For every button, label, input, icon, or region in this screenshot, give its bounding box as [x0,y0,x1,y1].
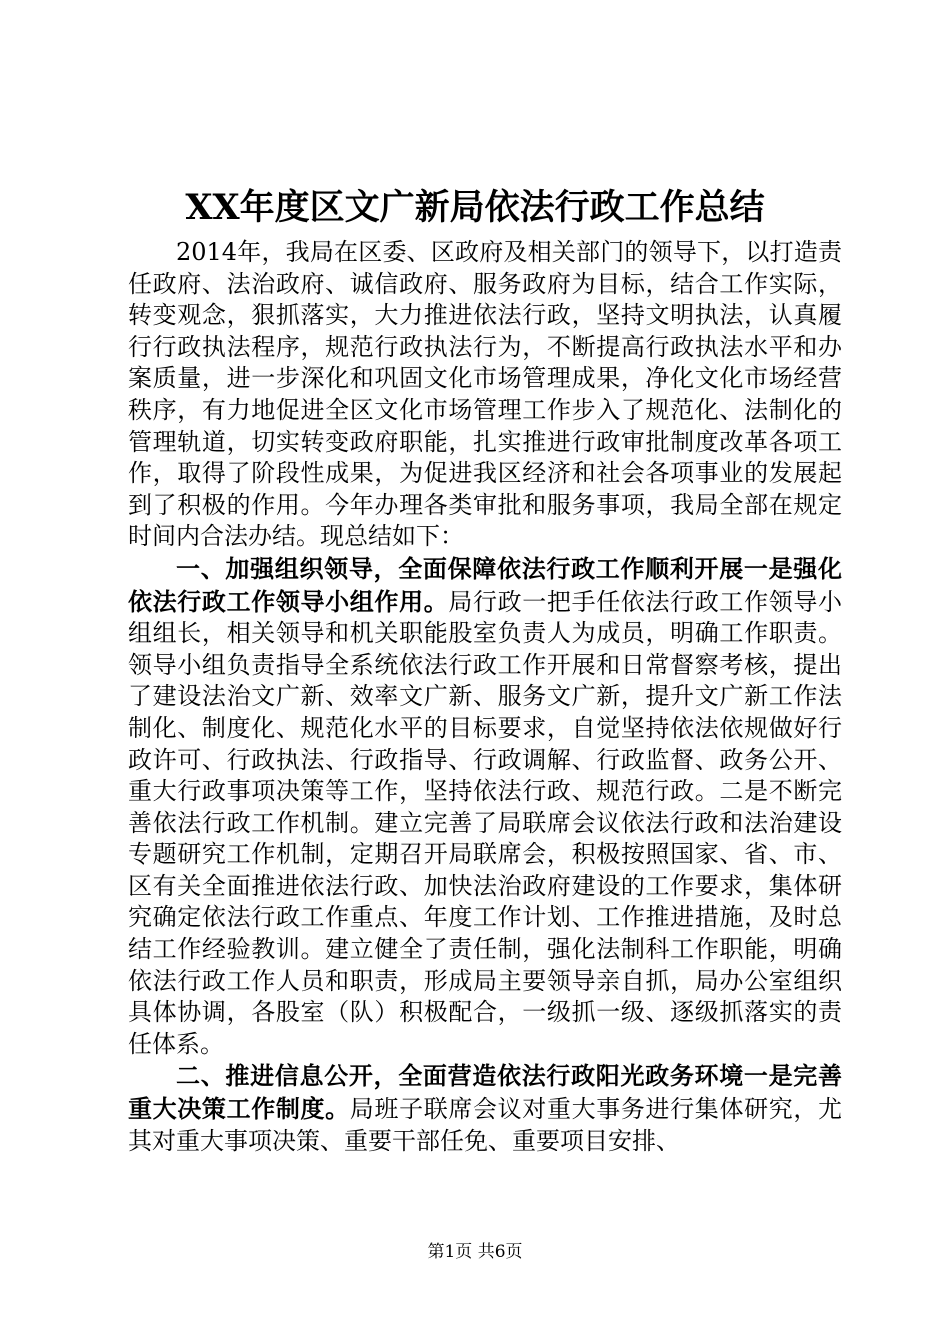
paragraph-section-1 [128,553,842,1061]
section-1-text: 局行政一把手任依法行政工作领导小组组长，相关领导和机关职能股室负责人为成员，明确工作职责。领导小组负责指导全系统依法行政工作开展和日常督察考核，提出了建设法治文广新、效率文广新、服务文广新，提升文广新工作法制化、制度化、规范化水平的目标要求，自觉坚持依法依规做好行政许可、行政执法、行政指导、行政调解、行政监督、政务公开、重大行政事项决策等工作，坚持依法行政、规范行政。二是不断完善依法行政工作机制。建立完善了局联席会议依法行政和法治建设专题研究工作机制，定期召开局联席会，积极按照国家、省、市、区有关全面推进依法行政、加快法治政府建设的工作要求，集体研究确定依法行政工作重点、年度工作计划、工作推进措施，及时总结工作经验教训。建立健全了责任制，强化法制科工作职能，明确依法行政工作人员和职责，形成局主要领导亲自抓，局办公室组织具体协调，各股室（队）积极配合，一级抓一级、逐级抓落实的责任体系。 [128,587,843,1058]
section-2-text: 局班子联席会议对重大事务进行集体研究，尤其对重大事项决策、重要干部任免、重要项目安排、 [128,1095,843,1155]
document-body [128,236,842,1157]
paragraph-text: 2014年，我局在区委、区政府及相关部门的领导下，以打造责任政府、法治政府、诚信政府、服务政府为目标，结合工作实际，转变观念，狠抓落实，大力推进依法行政，坚持文明执法，认真履行行政执法程序，规范行政执法行为，不断提高行政执法水平和办案质量，进一步深化和巩固文化市场管理成果，净化文化市场经营秩序，有力地促进全区文化市场管理工作步入了规范化、法制化的管理轨道，切实转变政府职能，扎实推进行政审批制度改革各项工作，取得了阶段性成果，为促进我区经济和社会各项事业的发展起到了积极的作用。今年办理各类审批和服务事项，我局全部在规定时间内合法办结。现总结如下： [128,238,842,551]
paragraph-section-2 [128,1060,842,1157]
section-2-heading: 二、推进信息公开，全面营造依法行政阳光政务环境一是完善重大决策工作制度。 [128,1061,842,1124]
paragraph-intro [128,236,842,553]
page-number-footer: 第1页 共6页 [427,1242,523,1262]
document-title: XX年度区文广新局依法行政工作总结 [185,187,765,228]
section-1-heading: 一、加强组织领导，全面保障依法行政工作顺利开展一是强化依法行政工作领导小组作用。 [128,553,842,616]
